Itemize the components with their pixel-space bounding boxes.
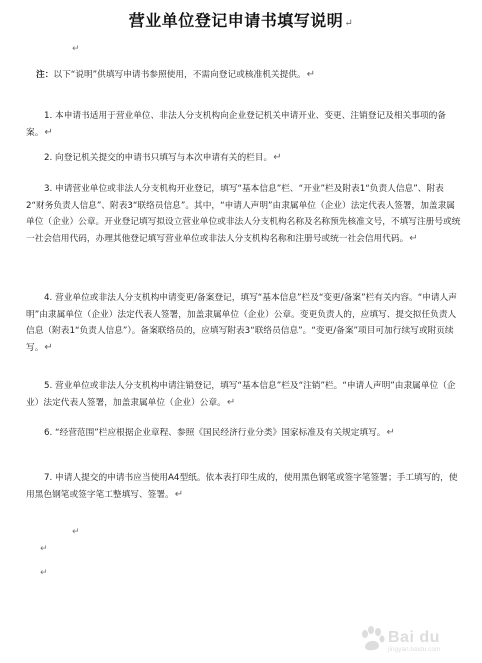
- instruction-text: 3. 申请营业单位或非法人分支机构开业登记，填写“基本信息”栏、“开业”栏及附表1“负责人信息”、附表2“财务负责人信息”、附表3“联络员信息”。其中，“申请人声明”由隶属单位（企业）法定代表人签署，加盖隶属单位（企业）公章。开业登记填写拟设立营业单位或非法人分支机构名称及名称预先核准文号，不填写注册号或统一社会信用代码，办理其他登记填写营业单位或非法人分支机构名称和注册号或统一社会信用代码。: [26, 184, 461, 244]
- instruction-text: 5. 营业单位或非法人分支机构申请注销登记，填写“基本信息”栏及“注销”栏。“申请人声明”由隶属单位（企业）法定代表人签署，加盖隶属单位（企业）公章。: [26, 381, 456, 408]
- instruction-item-1: [26, 108, 462, 141]
- paragraph-mark: ↵: [306, 69, 316, 80]
- instruction-text: 7. 申请人提交的申请书应当使用A4型纸。依本表打印生成的，使用黑色钢笔或签字笔签署；手工填写的，使用黑色钢笔或签字笔工整填写、签署。: [26, 473, 458, 500]
- paragraph-mark: ↵: [72, 44, 80, 54]
- instruction-item-5: [26, 378, 462, 411]
- instruction-item-4: [26, 290, 462, 356]
- watermark-logo: [358, 625, 468, 655]
- instruction-item-3: [26, 181, 462, 247]
- paragraph-mark: ↵: [44, 126, 53, 138]
- paragraph-mark: ↵: [273, 152, 282, 163]
- note-text: 以下“说明”供填写申请书参照使用，不需向登记或核准机关提供。: [53, 70, 306, 80]
- paragraph-mark: ↵: [44, 341, 53, 353]
- paragraph-mark: ↵: [174, 488, 184, 500]
- instruction-text: 2. 向登记机关提交的申请书只填写与本次申请有关的栏目。: [44, 153, 273, 163]
- paragraph-mark: ↵: [72, 527, 80, 537]
- instruction-text: 6. “经营范围”栏应根据企业章程、参照《国民经济行业分类》国家标准及有关规定填写。: [44, 428, 386, 438]
- note-paragraph: [36, 67, 461, 83]
- watermark-brand: Bai du: [388, 629, 440, 646]
- note-label: 注：: [36, 70, 54, 80]
- page-title: [0, 8, 482, 31]
- paragraph-mark: ↵: [344, 18, 354, 29]
- paragraph-mark: ↵: [226, 396, 236, 408]
- instruction-text: 1. 本申请书适用于营业单位、非法人分支机构向企业登记机关申请开业、变更、注销登记及相关事项的备案。: [26, 111, 446, 138]
- paw-icon: [358, 625, 386, 653]
- watermark-url: jingyan.baidu.com: [388, 646, 441, 653]
- instruction-text: 4. 营业单位或非法人分支机构申请变更/备案登记，填写“基本信息”栏及“变更/备案”栏有关内容。“申请人声明”由隶属单位（企业）法定代表人签署，加盖隶属单位（企业）公章。变更负责人的，应填写、提交拟任负责人信息（附表1“负责人信息”）。备案联络员的，应填写附表3“联络员信息”。“变更/备案”项目可加行续写或附页续写。: [26, 293, 457, 353]
- instruction-item-6: [26, 425, 462, 442]
- instruction-item-7: [26, 470, 462, 503]
- title-text: 营业单位登记申请书填写说明: [128, 11, 344, 30]
- paragraph-mark: ↵: [386, 427, 395, 438]
- instruction-item-2: [26, 150, 462, 167]
- paragraph-mark: ↵: [40, 568, 48, 578]
- paragraph-mark: ↵: [40, 544, 48, 554]
- paragraph-mark: ↵: [409, 232, 418, 244]
